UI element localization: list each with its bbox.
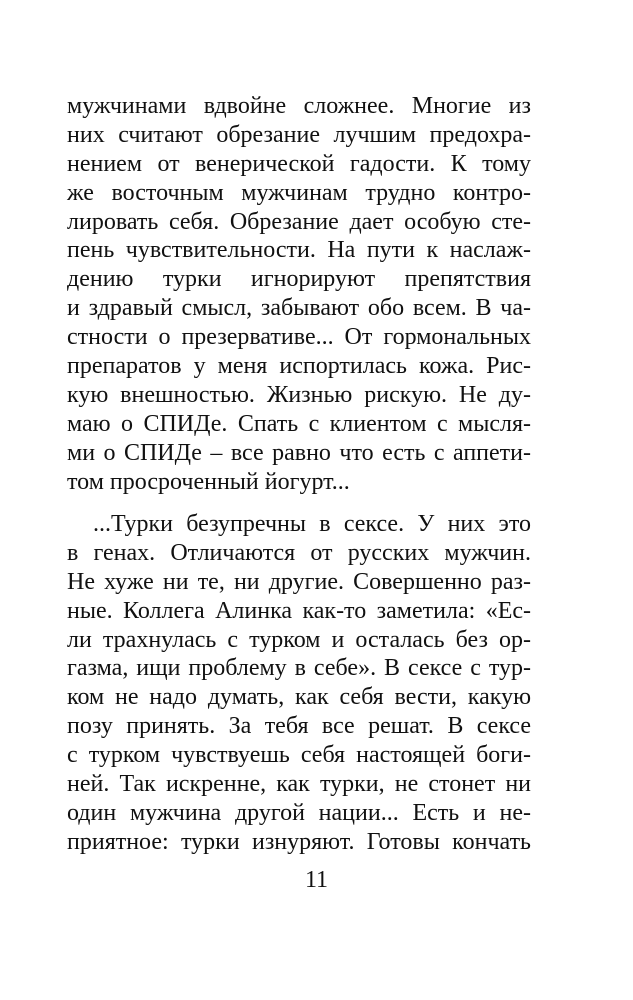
text-line: мужчинами вдвойне сложнее. Многие из bbox=[67, 93, 531, 119]
text-line: кую внешностью. Жизнью рискую. Не ду- bbox=[67, 381, 531, 408]
text-line: один мужчина другой нации... Есть и не- bbox=[67, 799, 531, 826]
text-line: и здравый смысл, забывают обо всем. В ча- bbox=[67, 295, 531, 322]
text-line: ные. Коллега Алинка как-то заметила: «Ес- bbox=[67, 597, 531, 624]
text-line: приятное: турки изнуряют. Готовы кончать bbox=[67, 828, 531, 855]
text-line: нением от венерической гадости. К тому bbox=[67, 150, 531, 177]
text-line: ...Турки безупречны в сексе. У них это bbox=[93, 511, 531, 537]
text-line: же восточным мужчинам трудно контро- bbox=[67, 179, 531, 206]
text-line: с турком чувствуешь себя настоящей боги- bbox=[67, 742, 531, 769]
text-line: газма, ищи проблему в себе». В сексе с тур- bbox=[67, 655, 531, 682]
paragraph-2 bbox=[67, 510, 531, 857]
paragraph-1 bbox=[67, 92, 531, 496]
page-number: 11 bbox=[304, 867, 329, 893]
text-line: ли трахнулась с турком и осталась без ор- bbox=[67, 626, 531, 653]
text-line: стности о презервативе... От гормональных bbox=[67, 324, 531, 351]
text-line: препаратов у меня испортилась кожа. Рис- bbox=[67, 353, 531, 380]
text-line: ком не надо думать, как себя вести, какую bbox=[67, 684, 531, 711]
text-line: пень чувствительности. На пути к наслаж- bbox=[67, 237, 531, 264]
text-line: ней. Так искренне, как турки, не стонет ни bbox=[67, 771, 531, 798]
text-line: позу принять. За тебя все решат. В сексе bbox=[67, 713, 531, 740]
text-line: ми о СПИДе – все равно что есть с аппети- bbox=[67, 439, 531, 466]
text-line: Не хуже ни те, ни другие. Совершенно раз- bbox=[67, 568, 531, 595]
text-line: том просроченный йогурт... bbox=[67, 468, 350, 495]
text-line: лировать себя. Обрезание дает особую сте- bbox=[67, 208, 531, 235]
text-line: дению турки игнорируют препятствия bbox=[67, 266, 531, 293]
text-line: них считают обрезание лучшим предохра- bbox=[67, 121, 531, 148]
text-line: маю о СПИДе. Спать с клиентом с мысля- bbox=[67, 410, 531, 437]
text-line: в генах. Отличаются от русских мужчин. bbox=[67, 539, 531, 566]
